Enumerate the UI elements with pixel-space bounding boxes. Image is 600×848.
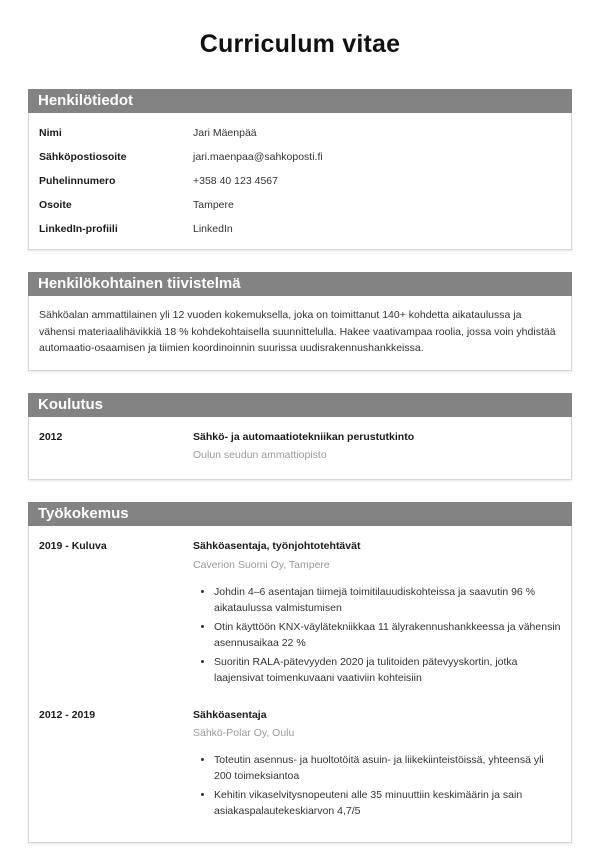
info-row-address [39, 193, 561, 217]
info-row-name [39, 121, 561, 145]
summary-box [28, 296, 572, 371]
bullet-item: • Otin käyttöön KNX-väylätekniikkaa 11 älyrakennushankkeessa ja vähensin asennusaikaa 22 % [214, 620, 561, 652]
info-label: LinkedIn-profiili [39, 222, 118, 235]
info-label: Sähköpostiosoite [39, 150, 127, 163]
bullet-item: • Kehitin vikaselvitysnopeuteni alle 35 minuuttiin keskimäärin ja sain asiakaspalautekeskiarvon 4,7/5 [214, 788, 561, 820]
entry-title: Sähköasentaja, työnjohtotehtävät [193, 540, 361, 553]
education-box [28, 417, 572, 481]
entry-title: Sähköasentaja [193, 708, 267, 721]
entry-title: Sähkö- ja automaatiotekniikan perustutkinto [193, 430, 415, 443]
info-value: Jari Mäenpää [193, 126, 257, 139]
entry-subtitle: Oulun seudun ammattiopisto [193, 449, 327, 461]
info-value: jari.maenpaa@sahkoposti.fi [193, 150, 323, 163]
entry-date: 2019 - Kuluva [39, 540, 107, 553]
info-value: +358 40 123 4567 [193, 174, 278, 187]
section-summary [28, 272, 572, 371]
info-value: LinkedIn [193, 222, 233, 235]
entry-bullet-list [193, 585, 561, 687]
info-label: Puhelinnumero [39, 174, 116, 187]
bullet-item: • Suoritin RALA-pätevyyden 2020 ja tulitoiden pätevyyskortin, jotka laajensivat toimenkuvaani vaativiin kohteisiin [214, 655, 561, 687]
section-header-personal: Henkilötiedot [28, 89, 572, 113]
entry-content [193, 427, 561, 464]
info-row-linkedin [39, 217, 561, 241]
entry-subtitle: Sähkö-Polar Oy, Oulu [193, 726, 295, 739]
info-row-phone [39, 169, 561, 193]
section-personal [28, 89, 572, 250]
bullet-item: • Johdin 4–6 asentajan tiimejä toimitilauudiskohteissa ja saavutin 96 % aikataulussa valmistumisen [214, 585, 561, 617]
personal-info-box [28, 113, 572, 250]
section-header-education: Koulutus [28, 393, 572, 417]
bullet-item: • Toteutin asennus- ja huoltotöitä asuin- ja liikekiinteistöissä, yhteensä yli 200 toimeksiantoa [214, 753, 561, 785]
info-label: Nimi [39, 126, 62, 139]
entry-content [193, 705, 561, 824]
education-entry [39, 427, 561, 464]
section-header-experience: Työkokemus [28, 502, 572, 526]
experience-box [28, 526, 572, 843]
entry-bullet-list [193, 753, 561, 820]
summary-text: Sähköalan ammattilainen yli 12 vuoden kokemuksella, joka on toimittanut 140+ kohdetta aikataulussa ja vähensi materiaalihävikkiä 18 % kohdekohtaisella suunnittelulla. Hakee vaativampaa roolia, jossa voin yhdistää automaatio-osaamisen ja tiimien koordinoinnin suurissa uudisrakennushankkeissa. [39, 309, 556, 355]
page-title: Curriculum vitae [199, 30, 401, 58]
entry-subtitle: Caverion Suomi Oy, Tampere [193, 558, 330, 571]
entry-date: 2012 - 2019 [39, 708, 96, 721]
entry-content [193, 536, 561, 690]
info-row-email [39, 145, 561, 169]
info-label: Osoite [39, 198, 72, 211]
info-value: Tampere [193, 198, 234, 211]
section-header-summary: Henkilökohtainen tiivistelmä [28, 272, 572, 296]
entry-date: 2012 [39, 430, 63, 443]
section-experience [28, 502, 572, 843]
section-education [28, 393, 572, 481]
experience-entry-previous [39, 705, 561, 824]
experience-entry-current [39, 536, 561, 690]
